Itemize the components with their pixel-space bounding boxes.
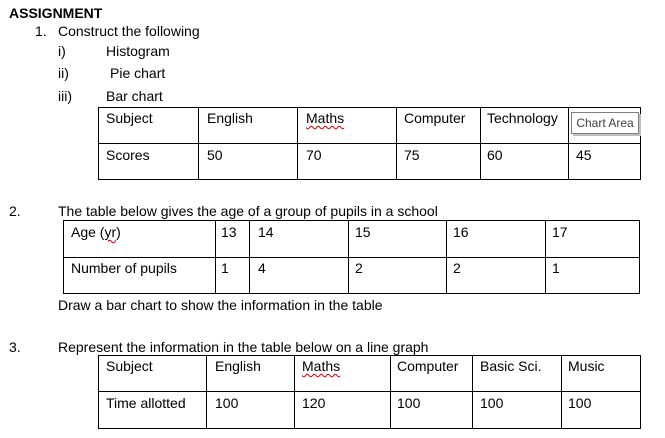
q2-age-label: Age (yr) — [71, 224, 121, 240]
q2-age-16: 16 — [453, 224, 469, 240]
q3-time-basic-sci: 100 — [480, 395, 504, 411]
q1-score-extra: 45 — [576, 147, 592, 163]
q3-header-maths: Maths — [302, 358, 341, 374]
q3-header-english: English — [215, 358, 261, 374]
q2-count-13: 1 — [221, 260, 229, 276]
q2-count-label: Number of pupils — [71, 260, 177, 276]
q1-header-english: English — [207, 110, 253, 126]
q1-item-2-label: Pie chart — [110, 65, 166, 81]
q3-instruction: Represent the information in the table below on a line graph — [58, 339, 429, 355]
q3-time-english: 100 — [215, 395, 239, 411]
q2-age-17: 17 — [552, 224, 568, 240]
q3-header-subject: Subject — [106, 358, 153, 374]
q1-header-technology: Technology — [487, 110, 558, 126]
q2-footer: Draw a bar chart to show the information in the table — [58, 297, 383, 313]
q3-header-basic-sci: Basic Sci. — [480, 358, 542, 374]
q3-header-music: Music — [568, 358, 605, 374]
q1-score-computer: 75 — [404, 147, 420, 163]
q1-number: 1. — [35, 23, 47, 39]
q2-age-13: 13 — [221, 224, 237, 240]
q1-instruction: Construct the following — [58, 23, 200, 39]
q3-time-computer: 100 — [397, 395, 421, 411]
q3-time-maths: 120 — [302, 395, 326, 411]
chart-area-tooltip: Chart Area — [571, 112, 639, 134]
q1-item-3-label: Bar chart — [106, 88, 163, 104]
q1-header-subject: Subject — [106, 110, 153, 126]
q1-header-computer: Computer — [404, 110, 466, 126]
assignment-heading: ASSIGNMENT — [9, 5, 103, 21]
q1-score-maths: 70 — [306, 147, 322, 163]
q1-header-maths: Maths — [306, 110, 345, 126]
q1-score-technology: 60 — [487, 147, 503, 163]
q3-header-computer: Computer — [397, 358, 459, 374]
q2-count-16: 2 — [453, 260, 461, 276]
q1-item-1-roman: i) — [58, 43, 66, 59]
q3-time-music: 100 — [568, 395, 592, 411]
q1-row-label: Scores — [106, 147, 150, 163]
q2-instruction: The table below gives the age of a group of pupils in a school — [58, 203, 438, 219]
q2-age-15: 15 — [355, 224, 371, 240]
q2-number: 2. — [9, 203, 21, 219]
q3-number: 3. — [9, 339, 21, 355]
q2-count-17: 1 — [552, 260, 560, 276]
q1-score-english: 50 — [207, 147, 223, 163]
q2-count-15: 2 — [355, 260, 363, 276]
q1-item-1-label: Histogram — [106, 43, 170, 59]
q1-item-2-roman: ii) — [58, 65, 69, 81]
q1-item-3-roman: iii) — [58, 88, 72, 104]
q3-row-label: Time allotted — [106, 395, 186, 411]
q2-age-14: 14 — [258, 224, 274, 240]
q2-count-14: 4 — [258, 260, 266, 276]
